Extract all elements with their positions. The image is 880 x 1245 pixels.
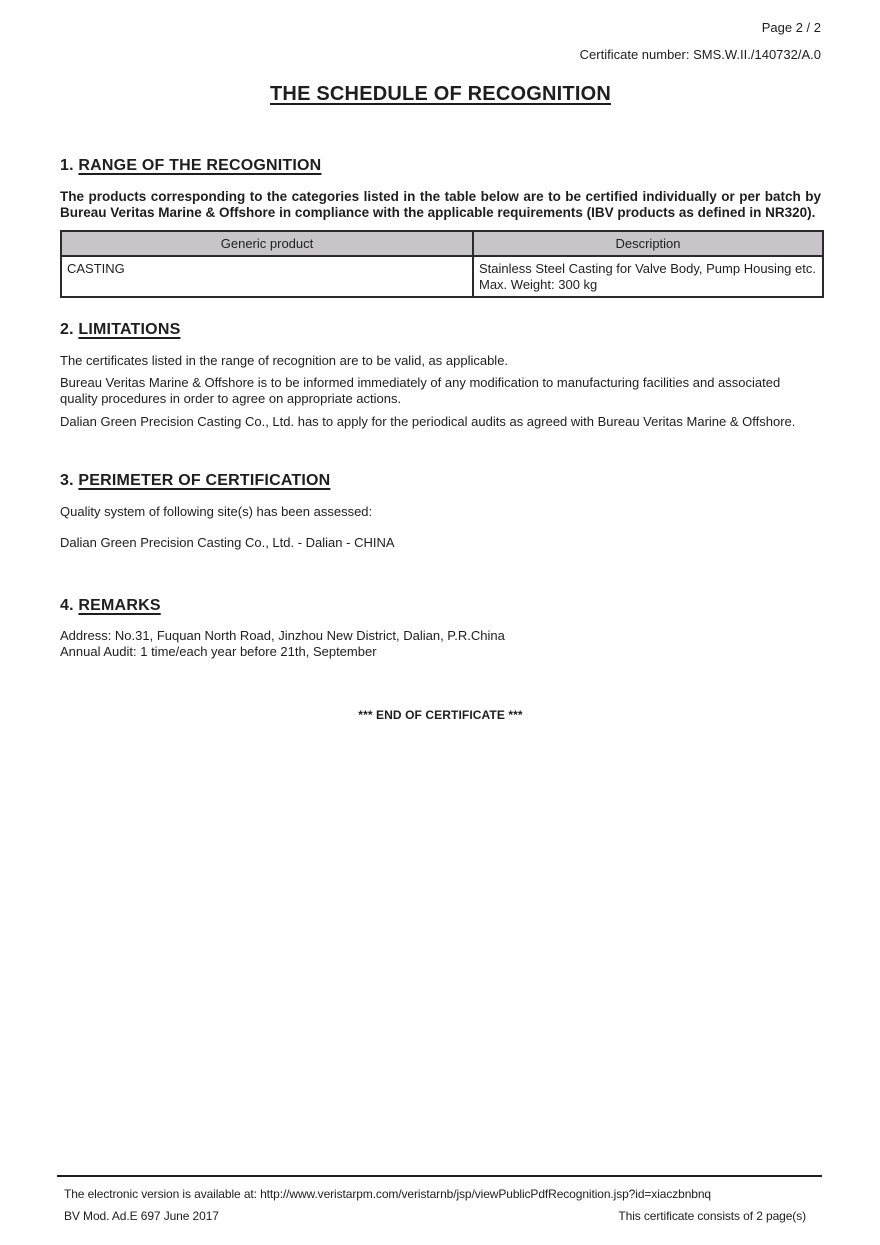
section-range-number: 1. <box>60 157 74 174</box>
section-perimeter-heading <box>60 471 821 491</box>
page-number: Page 2 / 2 <box>761 20 821 35</box>
table-row <box>61 256 823 297</box>
table-header-generic-product: Generic product <box>61 231 473 256</box>
table-header-row <box>61 231 823 256</box>
footer-bottom-row <box>64 1209 806 1223</box>
perimeter-paragraph-2: Dalian Green Precision Casting Co., Ltd. - Dalian - CHINA <box>60 535 395 550</box>
section-range-paragraph: The products corresponding to the categories listed in the table below are to be certified individually or per batch by Bureau Veritas Marine & Offshore in compliance with the applicable requirements (IBV products as defined in NR320). <box>60 189 821 220</box>
section-remarks-title: REMARKS <box>78 597 161 614</box>
footer-form-reference: BV Mod. Ad.E 697 June 2017 <box>64 1209 219 1223</box>
remarks-block <box>60 628 821 660</box>
table-cell-description: Stainless Steel Casting for Valve Body, Pump Housing etc. Max. Weight: 300 kg <box>473 256 823 297</box>
section-range-title: RANGE OF THE RECOGNITION <box>78 157 322 174</box>
footer-electronic-version: The electronic version is available at: http://www.veristarpm.com/veristarnb/jsp/viewPublicPdfRecognition.jsp?id=xiaczbnbnq <box>64 1187 712 1201</box>
section-perimeter-title: PERIMETER OF CERTIFICATION <box>78 472 331 489</box>
perimeter-paragraph-1: Quality system of following site(s) has been assessed: <box>60 504 373 519</box>
certificate-number: Certificate number: SMS.W.II./140732/A.0 <box>579 47 821 62</box>
section-limitations-heading <box>60 320 821 340</box>
remarks-address-line: Address: No.31, Fuquan North Road, Jinzhou New District, Dalian, P.R.China <box>60 628 505 643</box>
section-limitations-number: 2. <box>60 321 74 338</box>
limitations-paragraph-3: Dalian Green Precision Casting Co., Ltd. has to apply for the periodical audits as agreed with Bureau Veritas Marine & Offshore. <box>60 414 796 429</box>
table-cell-generic-product: CASTING <box>61 256 473 297</box>
section-remarks-number: 4. <box>60 597 74 614</box>
product-table <box>60 230 824 298</box>
section-remarks-heading <box>60 596 821 616</box>
limitations-paragraph-2: Bureau Veritas Marine & Offshore is to be informed immediately of any modification to manufacturing facilities and associated quality procedures in order to agree on appropriate actions. <box>60 375 781 406</box>
limitations-paragraph-1: The certificates listed in the range of recognition are to be valid, as applicable. <box>60 353 509 368</box>
end-of-certificate-marker: *** END OF CERTIFICATE *** <box>358 708 523 722</box>
document-title <box>60 83 821 106</box>
document-title-text: THE SCHEDULE OF RECOGNITION <box>270 83 611 105</box>
table-header-description: Description <box>473 231 823 256</box>
section-perimeter-number: 3. <box>60 472 74 489</box>
footer-page-count: This certificate consists of 2 page(s) <box>618 1209 806 1223</box>
remarks-audit-line: Annual Audit: 1 time/each year before 21th, September <box>60 644 377 659</box>
section-limitations-title: LIMITATIONS <box>78 321 181 338</box>
section-range-heading <box>60 156 821 176</box>
footer-divider <box>57 1175 822 1177</box>
page-header <box>60 20 821 63</box>
